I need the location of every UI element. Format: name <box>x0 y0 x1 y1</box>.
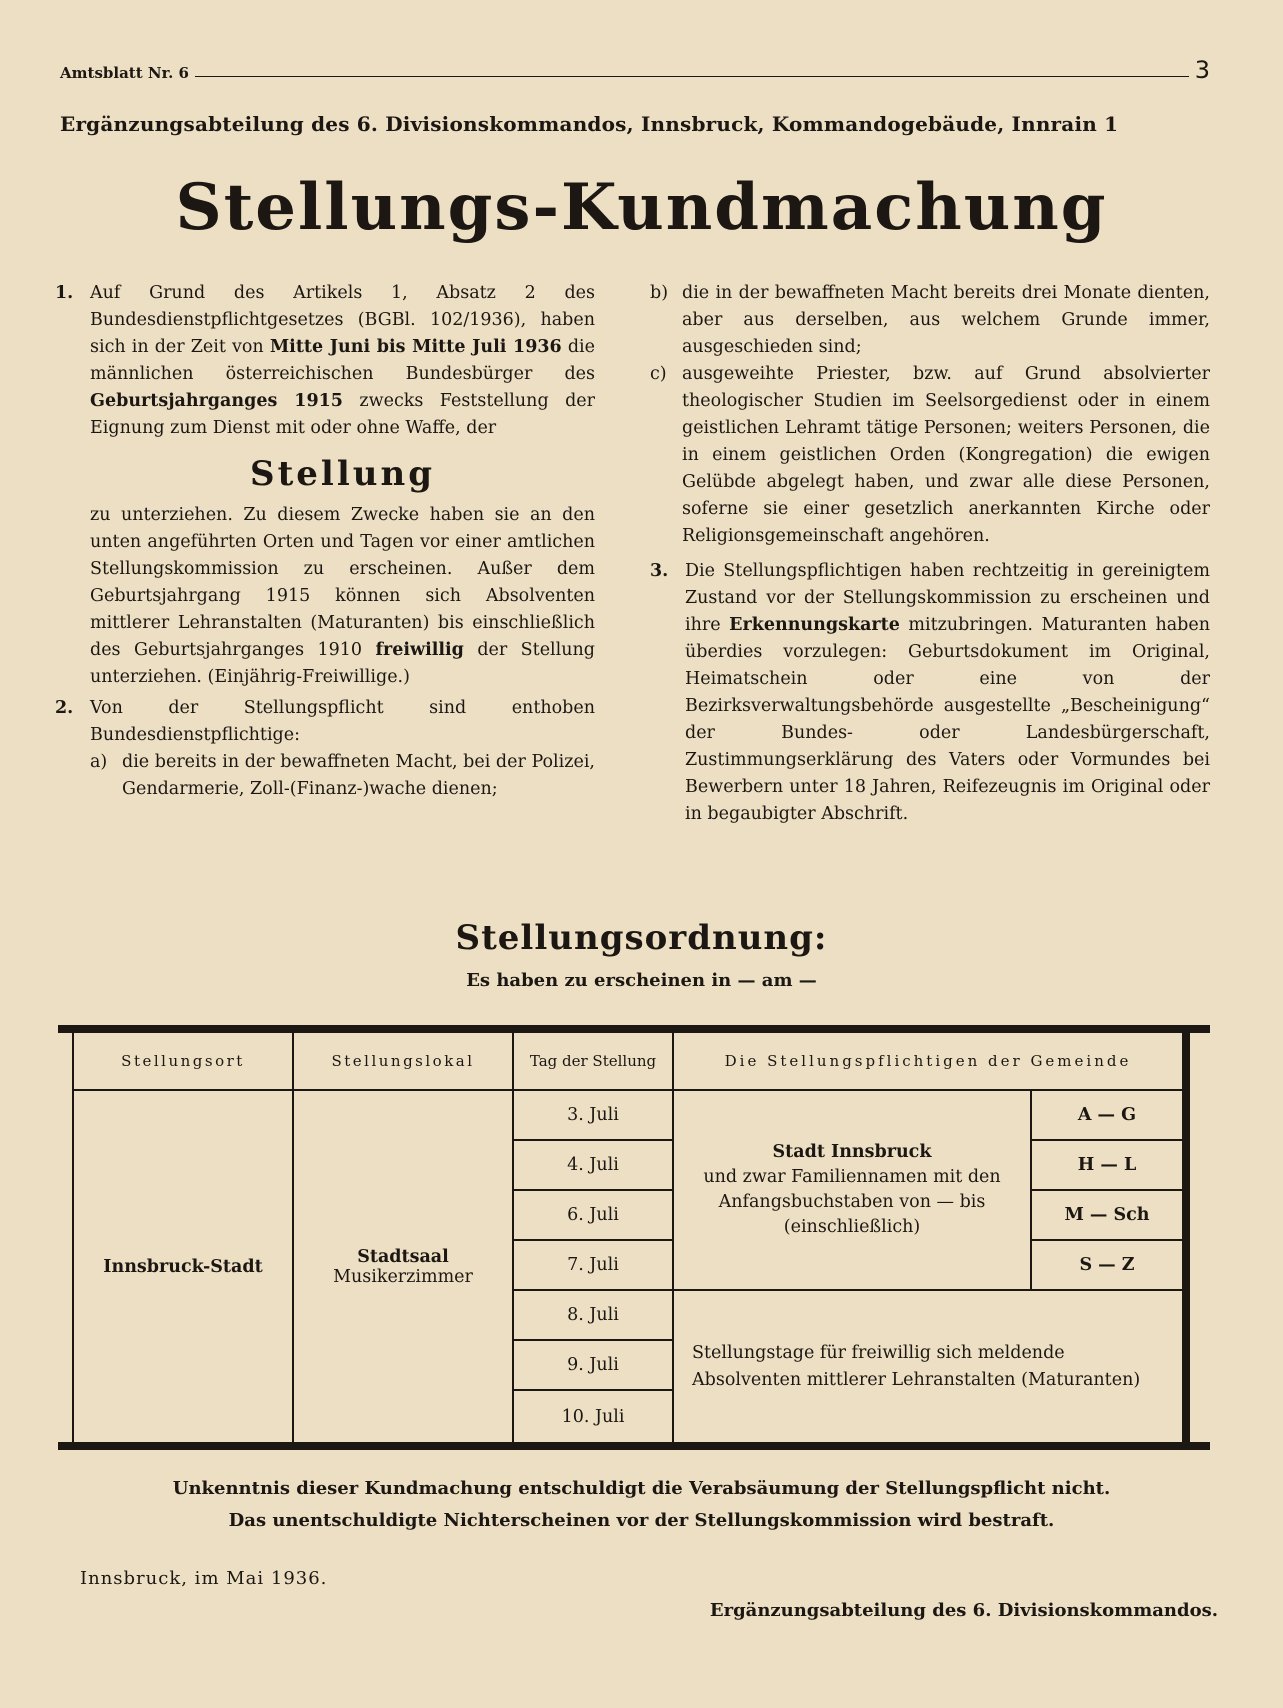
paragraph-text: Von der Stellungspflicht sind enthoben Bundesdienstpflichtige: <box>90 698 595 745</box>
cell-day: 3. Juli <box>567 1105 619 1125</box>
schedule-table <box>58 1025 1210 1450</box>
cell-letter-range: S — Z <box>1079 1255 1135 1275</box>
cell-day: 4. Juli <box>567 1155 619 1175</box>
gemeinde-description: und zwar Familiennamen mit den Anfangsbuchstaben von — bis (einschließlich) <box>703 1167 1001 1237</box>
signature: Ergänzungsabteilung des 6. Divisionskommandos. <box>709 1600 1218 1621</box>
paragraph-number: 1. <box>55 283 74 303</box>
cell-letter-range: H — L <box>1077 1155 1137 1175</box>
right-column <box>650 280 1210 828</box>
sub-item-label: c) <box>650 364 667 384</box>
notice-line-2: Das unentschuldigte Nichterscheinen vor der Stellungskommission wird bestraft. <box>228 1510 1055 1531</box>
cell-day: 10. Juli <box>561 1406 625 1427</box>
paragraph-text: zu unterziehen. Zu diesem Zwecke haben sie an den unten angeführten Orten und Tagen vor einer amtlichen Stellungskommission zu erscheinen. Außer dem Geburtsjahrgang 1915 können sich Absolventen mittlerer Lehranstalten (Maturanten) bis einschließlich des Geburtsjahrganges 1910 <box>90 505 595 660</box>
stellung-heading: Stellung <box>250 454 435 494</box>
paragraph-text: mitzubringen. Maturanten haben überdies vorzulegen: Geburtsdokument im Original, Heimatschein oder eine von der Bezirksverwaltungsbehörde ausgestellte „Bescheinigung“ der Bundes- oder Landesbürgerschaft, Zustimmungserklärung des Vaters oder Vormundes bei Bewerbern unter 18 Jahren, Reifezeugnis im Original oder in begaubigter Abschrift. <box>685 615 1210 824</box>
sub-item-text: die bereits in der bewaffneten Macht, bei der Polizei, Gendarmerie, Zoll-(Finanz-)wache dienen; <box>122 752 595 799</box>
gemeinde-name: Stadt Innsbruck <box>772 1142 932 1162</box>
header-line <box>60 52 1210 82</box>
sub-item-c <box>650 361 1210 550</box>
lokal-name: Stadtsaal <box>357 1246 449 1267</box>
emphasis-text: freiwillig <box>375 640 464 660</box>
paragraph-text: zwecks Feststellung der Eignung zum Dienst mit oder ohne Waffe, der <box>90 391 595 438</box>
table-header: Stellungslokal <box>294 1033 514 1089</box>
cell-day: 7. Juli <box>567 1255 619 1275</box>
emphasis-text: Geburtsjahrganges 1915 <box>90 391 343 411</box>
cell-letter-range: A — G <box>1077 1105 1137 1125</box>
header-rule <box>195 76 1189 77</box>
cell-volunteers: Stellungstage für freiwillig sich meldende Absolventen mittlerer Lehranstalten (Maturanten) <box>692 1342 1141 1390</box>
paragraph-text: Auf Grund des Artikels 1, Absatz 2 des Bundesdienstpflichtgesetzes (BGBl. 102/1936), haben sich in der Zeit von <box>90 283 595 357</box>
sub-item-label: a) <box>90 752 108 772</box>
table-header: Tag der Stellung <box>514 1033 674 1089</box>
cell-letter-range: M — Sch <box>1064 1205 1150 1225</box>
lokal-room: Musikerzimmer <box>333 1266 473 1287</box>
gazette-label: Amtsblatt Nr. 6 <box>60 64 189 82</box>
table-body <box>72 1033 1190 1442</box>
sub-item-text: die in der bewaffneten Macht bereits drei Monate dienten, aber aus derselben, aus welchem Grunde immer, ausgeschieden sind; <box>682 283 1210 357</box>
sub-item-label: b) <box>650 283 669 303</box>
issuing-authority: Ergänzungsabteilung des 6. Divisionskommandos, Innsbruck, Kommandogebäude, Innrain 1 <box>60 112 1119 136</box>
left-column <box>55 280 595 803</box>
cell-gemeinde <box>674 1091 1030 1289</box>
paragraph-body <box>90 280 595 691</box>
cell-day: 6. Juli <box>567 1205 619 1225</box>
sub-item-a <box>90 749 595 803</box>
notice-line-1: Unkenntnis dieser Kundmachung entschuldigt die Verabsäumung der Stellungspflicht nicht. <box>172 1478 1111 1499</box>
paragraph-3 <box>650 558 1210 828</box>
emphasis-text: Erkennungskarte <box>729 615 900 635</box>
table-header: Die Stellungspflichtigen der Gemeinde <box>724 1052 1132 1070</box>
sub-item-b <box>650 280 1210 361</box>
place-date: Innsbruck, im Mai 1936. <box>80 1568 328 1589</box>
paragraph-1 <box>55 280 595 691</box>
paragraph-body <box>685 558 1210 828</box>
cell-stellungsort: Innsbruck-Stadt <box>103 1256 263 1277</box>
order-title: Stellungsordnung: <box>455 918 828 958</box>
emphasis-text: Mitte Juni bis Mitte Juli 1936 <box>269 337 562 357</box>
table-header: Stellungsort <box>74 1033 294 1089</box>
paragraph-text: der Stellung unterziehen. (Einjährig-Freiwillige.) <box>90 640 595 687</box>
paragraph-text: Die Stellungspflichtigen haben rechtzeitig in gereinigtem Zustand vor der Stellungskommission zu erscheinen und ihre <box>685 561 1210 635</box>
paragraph-text: die männlichen österreichischen Bundesbürger des <box>90 337 596 384</box>
page-title: Stellungs-Kundmachung <box>175 170 1108 245</box>
table-header-row <box>74 1033 1182 1091</box>
sub-item-text: ausgeweihte Priester, bzw. auf Grund absolvierter theologischer Studien im Seelsorgedienst oder in einem geistlichen Lehramt tätige Personen; weiters Personen, die in einem geistlichen Orden (Kongregation) die ewigen Gelübde abgelegt haben, und zwar alle diese Personen, soferne sie einer gesetzlich anerkannten Kirche oder Religionsgemeinschaft angehören. <box>682 364 1210 546</box>
cell-day: 8. Juli <box>567 1305 619 1325</box>
cell-day: 9. Juli <box>567 1355 619 1375</box>
paragraph-number: 2. <box>55 698 74 718</box>
paragraph-body <box>90 695 595 803</box>
paragraph-2 <box>55 695 595 803</box>
page-number: 3 <box>1194 56 1210 84</box>
cell-stellungslokal <box>294 1091 512 1442</box>
order-subtitle: Es haben zu erscheinen in — am — <box>466 970 817 991</box>
paragraph-number: 3. <box>650 561 669 581</box>
